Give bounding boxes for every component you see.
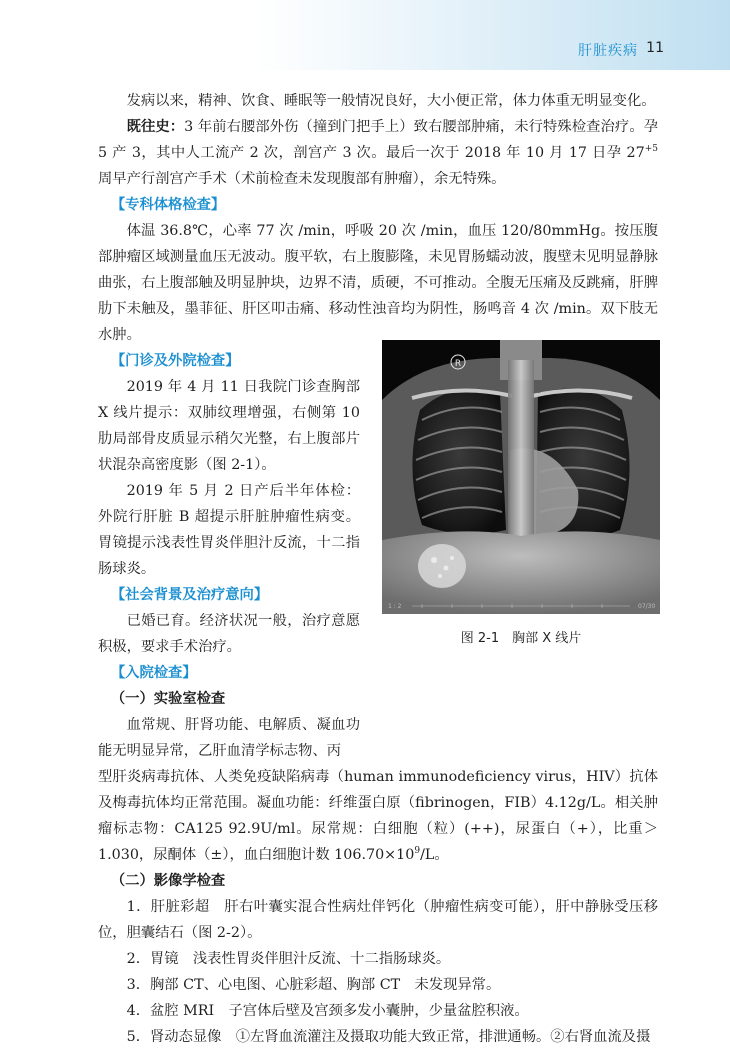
paragraph-imaging-4: 4．盆腔 MRI 子宫体后壁及宫颈多发小囊肿，少量盆腔积液。 [126, 1003, 529, 1019]
xray-corner-left: 1 : 2 [388, 603, 402, 610]
paragraph-outpatient-checkup: 2019 年 5 月 2 日产后半年体检：外院行肝脏 B 超提示肝脏肿瘤性病变。胃镜提示浅表性胃炎伴胆汁反流，十二指肠球炎。 [98, 483, 360, 577]
xray-r-marker: R [454, 359, 462, 369]
narrow-column [98, 374, 360, 764]
paragraph-outpatient-xray: 2019 年 4 月 11 日我院门诊查胸部 X 线片提示：双肺纹理增强，右侧第 10 肋局部骨皮质显示稍欠光整，右上腹部片状混杂高密度影（图 2-1）。 [98, 379, 360, 473]
past-history-superscript: +5 [644, 144, 658, 155]
xray-corner-right: 07/30 [638, 603, 656, 610]
paragraph-general-condition: 发病以来，精神、饮食、睡眠等一般情况良好，大小便正常，体力体重无明显变化。 [126, 93, 656, 109]
section-heading-specialist-exam: 【专科体格检查】 [110, 197, 226, 213]
past-history-text-1: 3 年前右腰部外伤（撞到门把手上）致右腰部肿痛，未行特殊检查治疗。孕 5 产 3，其中人工流产 2 次，剖宫产 3 次。最后一次于 2018 年 10 月 17 日孕 27 [98, 119, 658, 161]
chest-xray-figure [382, 340, 660, 614]
section-heading-outpatient: 【门诊及外院检查】 [110, 353, 240, 369]
past-history-text-2: 周早产行剖宫产手术（术前检查未发现腹部有肿瘤），余无特殊。 [98, 171, 506, 187]
past-history-label: 既往史： [126, 119, 185, 135]
chest-xray-image [382, 340, 660, 614]
figure-caption: 图 2-1 胸部 X 线片 [460, 631, 582, 646]
paragraph-imaging-3: 3．胸部 CT、心电图、心脏彩超、胸部 CT 未发现异常。 [126, 977, 501, 993]
section-heading-admission: 【入院检查】 [110, 665, 197, 681]
page-number: 11 [646, 40, 664, 56]
section-heading-social: 【社会背景及治疗意向】 [110, 587, 269, 603]
paragraph-past-history [98, 114, 658, 192]
paragraph-imaging-2: 2．胃镜 浅表性胃炎伴胆汁反流、十二指肠球炎。 [126, 951, 451, 967]
running-title: 肝脏疾病 [578, 43, 638, 59]
lab-superscript: 9 [414, 846, 421, 857]
subheading-lab: （一）实验室检查 [110, 691, 226, 707]
paragraph-lab-2 [98, 764, 658, 868]
lab-text-3: /L。 [420, 847, 449, 863]
paragraph-lab-1: 血常规、肝肾功能、电解质、凝血功能无明显异常，乙肝血清学标志物、丙 [98, 717, 360, 759]
paragraph-specialist-exam: 体温 36.8℃，心率 77 次 /min，呼吸 20 次 /min，血压 120/80mmHg。按压腹部肿瘤区域测量血压无波动。腹平软，右上腹膨隆，未见胃肠蠕动波，腹壁未见明显静脉曲张，右上腹部触及明显肿块，边界不清，质硬，不可推动。全腹无压痛及反跳痛，肝脾肋下未触及，墨菲征、肝区叩击痛、移动性浊音均为阴性，肠鸣音 4 次 /min。双下肢无水肿。 [98, 223, 658, 343]
paragraph-social: 已婚已育。经济状况一般，治疗意愿积极，要求手术治疗。 [98, 613, 360, 655]
paragraph-imaging-1: 1．肝脏彩超 肝右叶囊实混合性病灶伴钙化（肿瘤性病变可能），肝中静脉受压移位，胆囊结石（图 2-2）。 [98, 899, 658, 941]
paragraph-imaging-5: 5．肾动态显像 ①左肾血流灌注及摄取功能大致正常，排泄通畅。②右肾血流及摄 [126, 1029, 651, 1045]
lab-text-2: 型肝炎病毒抗体、人类免疫缺陷病毒（human immunodeficiency virus，HIV）抗体及梅毒抗体均正常范围。凝血功能：纤维蛋白原（fibrinogen，FIB）4.12g/L。相关肿瘤标志物：CA125 92.9U/ml。尿常规：白细胞（粒）(++)，尿蛋白（+），比重＞1.030，尿酮体（±），血白细胞计数 106.70×10 [98, 769, 658, 863]
subheading-imaging: （二）影像学检查 [110, 873, 226, 889]
